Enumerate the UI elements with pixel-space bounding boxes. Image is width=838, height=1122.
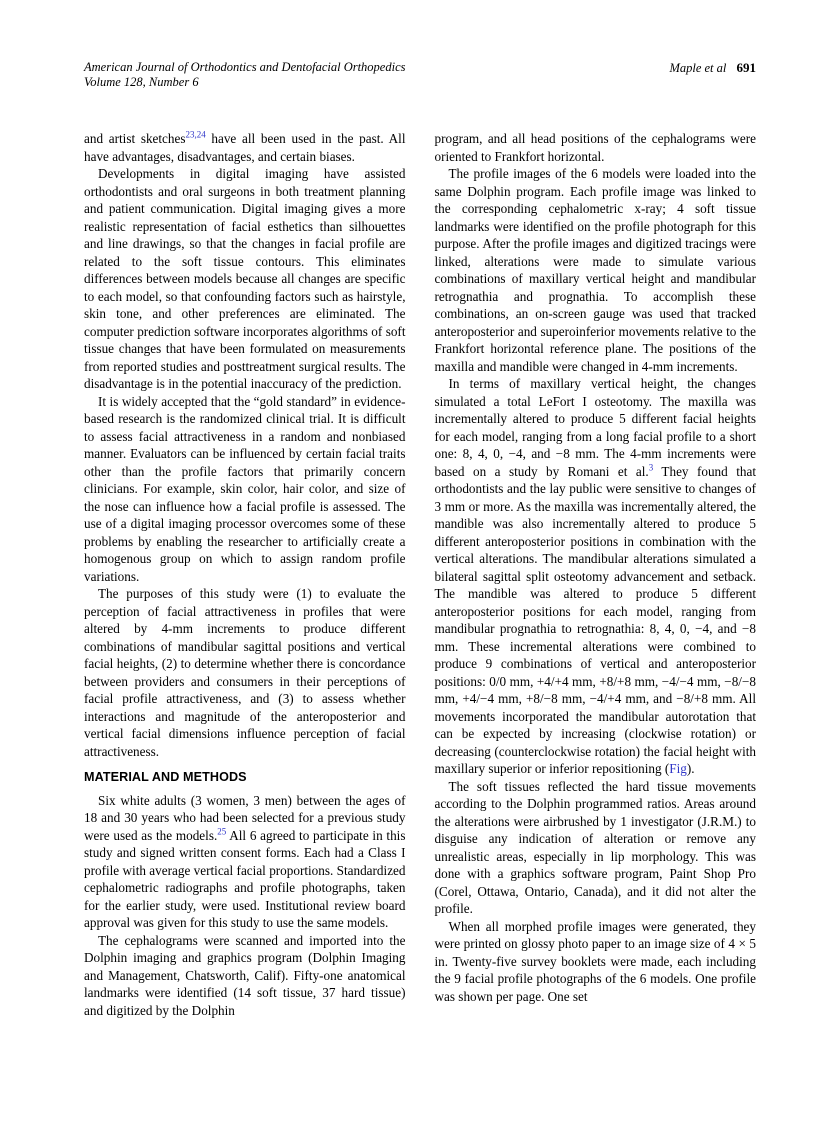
running-head xyxy=(669,60,756,76)
text-run: When all morphed profile images were generated, they were printed on glossy photo paper to an image size of 4 × 5 in. Twenty-five survey booklets were made, each including the 9 facial profile photographs of the 6 models. One profile was shown per page. One set xyxy=(434,918,756,1004)
text-run: All 6 agreed to participate in this study and signed written consent forms. Each had a Class I profile with average vertical facial proportions. Standardized cephalometric radiographs and profile photographs, taken for the earlier study, were used. Institutional review board approval was given for this study to use the same models. xyxy=(84,827,406,930)
journal-title: American Journal of Orthodontics and Dentofacial Orthopedics xyxy=(84,60,406,74)
paragraph xyxy=(84,932,406,1020)
page-header xyxy=(84,60,756,90)
page-content xyxy=(84,60,756,1019)
text-run: and artist sketches xyxy=(84,131,186,146)
paragraph xyxy=(84,792,406,932)
text-run: It is widely accepted that the “gold standard” in evidence-based research is the randomized clinical trial. It is difficult to assess facial attractiveness in a random and nonbiased manner. Evaluators can be influenced by certain facial traits other than the profile factors that primarily concern clinicians. For example, skin color, hair color, and size of the nose can influence how a facial profile is assessed. The use of a digital imaging processor overcomes some of these problems by enabling the researcher to artificially create a homogenous group on which to assign random profile variations. xyxy=(84,393,406,584)
citation-link[interactable]: 3 xyxy=(648,462,654,473)
running-authors: Maple et al xyxy=(669,61,727,75)
paragraph xyxy=(435,918,757,1006)
text-run: ). xyxy=(686,761,695,776)
text-run: Six white adults (3 women, 3 men) between the ages of 18 and 30 years who had been selected for a previous study were used as the models. xyxy=(84,792,406,843)
text-run: The purposes of this study were (1) to evaluate the perception of facial attractiveness in profiles that were altered by 4-mm increments to produce different combinations of mandibular sagittal positions and vertical facial heights, (2) to determine whether there is concordance between providers and consumers in their perceptions of facial profile attractiveness, and (3) to assess whether interactions and magnitude of the anteroposterior and vertical facial dimensions influence perception of facial attractiveness. xyxy=(84,586,406,759)
text-run: have all been used in the past. All have advantages, disadvantages, and certain biases. xyxy=(84,131,406,164)
article-body xyxy=(84,130,756,1019)
right-column xyxy=(435,130,757,1019)
paragraph xyxy=(435,130,757,165)
text-run: Developments in digital imaging have assisted orthodontists and oral surgeons in both treatment planning and patient communication. Digital imaging gives a more realistic representation of facial esthetics than silhouettes and line drawings, so that the changes in facial profile are related to the soft tissue contours. This eliminates differences between models because all changes are specific to each model, so that confounding factors such as hairstyle, skin tone, and other preferences are eliminated. The computer prediction software incorporates algorithms of soft tissue changes that have been formulated on measurements from reported studies and posttreatment surgical results. The disadvantage is in the potential inaccuracy of the prediction. xyxy=(84,166,406,391)
text-run: In terms of maxillary vertical height, the changes simulated a total LeFort I osteotomy. The maxilla was incrementally altered to produce 5 different facial heights for each model, ranging from a long facial profile to a short one: 8, 4, 0, −4, and −8 mm. The 4-mm increments were based on a study by Romani et al. xyxy=(434,376,756,479)
text-run: program, and all head positions of the cephalograms were oriented to Frankfort horizontal. xyxy=(434,131,756,164)
text-run: The profile images of the 6 models were loaded into the same Dolphin program. Each profile image was linked to the corresponding cephalometric x-ray; 4 soft tissue landmarks were identified on the profile photograph for this purpose. After the profile images and digitized tracings were linked, alterations were made to simulate various combinations of maxillary vertical height and mandibular retrognathia and prognathia. To accomplish these combinations, an on-screen gauge was used that tracked anteroposterior and superoinferior movements relative to the Frankfort horizontal reference plane. The positions of the maxilla and mandible were changed in 4-mm increments. xyxy=(434,166,756,374)
paragraph xyxy=(84,130,406,165)
journal-info xyxy=(84,60,406,90)
paragraph xyxy=(435,165,757,375)
paragraph xyxy=(84,165,406,393)
paragraph xyxy=(435,778,757,918)
text-run: The soft tissues reflected the hard tissue movements according to the Dolphin programmed ratios. Areas around the alterations were airbrushed by 1 investigator (J.R.M.) to disguise any indication of alteration or remove any unrealistic areas, especially in lip morphology. This was done with a graphics software program, Paint Shop Pro (Corel, Ottawa, Ontario, Canada), and it did not alter the profile. xyxy=(434,778,756,916)
text-run: The cephalograms were scanned and imported into the Dolphin imaging and graphics program (Dolphin Imaging and Management, Chatsworth, Calif). Fifty-one anatomical landmarks were identified (14 soft tissue, 37 hard tissue) and digitized by the Dolphin xyxy=(84,932,406,1018)
citation-link[interactable]: 25 xyxy=(217,826,227,837)
left-column xyxy=(84,130,406,1019)
paragraph xyxy=(84,585,406,760)
journal-volume: Volume 128, Number 6 xyxy=(84,75,199,89)
citation-link[interactable]: 23,24 xyxy=(185,129,206,140)
paragraph xyxy=(435,375,757,778)
paragraph xyxy=(84,393,406,586)
page-number: 691 xyxy=(736,60,756,75)
section-heading: MATERIAL AND METHODS xyxy=(84,770,247,784)
figure-link[interactable]: Fig xyxy=(669,761,687,776)
text-run: They found that orthodontists and the lay public were sensitive to changes of 3 mm or more. As the maxilla was incrementally altered, the mandible was also incrementally altered to produce 5 different anteroposterior positions in combination with the vertical alterations. The mandibular alterations simulated a bilateral sagittal split osteotomy advancement and setback. The mandible was altered to produce 5 different anteroposterior positions for each model, ranging from mandibular prognathia to retrognathia: 8, 4, 0, −4, and −8 mm. These incremental alterations were combined to produce 9 combinations of vertical and anteroposterior positions: 0/0 mm, +4/+4 mm, +8/+8 mm, −4/−4 mm, −8/−8 mm, +4/−4 mm, +8/−8 mm, −4/+4 mm, and −8/+8 mm. All movements incorporated the mandibular autorotation that can be expected by increasing (clockwise rotation) or decreasing (counterclockwise rotation) the facial height with maxillary superior or inferior repositioning ( xyxy=(434,463,756,776)
